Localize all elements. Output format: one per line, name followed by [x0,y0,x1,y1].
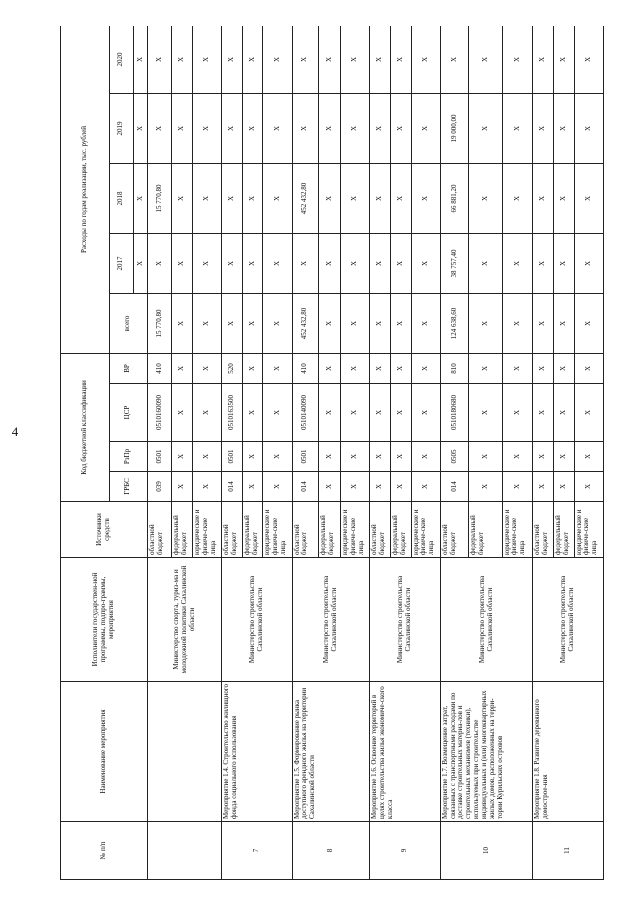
row-number: 7 [222,822,292,880]
table-row: юридические и физиче-ские лица Х Х Х Х Х Х Х Х Х [193,26,222,880]
header-total: всего [109,293,148,353]
table-wrapper [60,26,604,880]
table-row: юридические и физиче-ские лица Х Х Х Х Х Х Х Х Х [574,26,603,880]
page-number: 4 [11,424,19,439]
exec-cell: Министерство строительства Сахалинской области [222,558,292,682]
event-name: Мероприятие 1.4. Строительство жилищного фонда социального использования [222,682,292,822]
table-row: юридические и физиче-ские лица Х Х Х Х Х Х Х Х Х [411,26,440,880]
exec-cell: Министерство спорта, туриз-ма и молодежной политики Сахалинской области [148,558,222,682]
table-row: 9 Мероприятие 1.6. Освоение территорий в целях строительства жилья экономиче-ского класса Министерство строительства Сахалинской области областной бюджет Х Х Х Х Х Х Х Х Х [370,26,391,880]
event-name: Мероприятие 1.8. Развитие деревянного домострое-ния [533,682,604,822]
header-vr: ВР [109,353,148,383]
exec-cell: Министерство строительства Сахалинской области [292,558,370,682]
table-row: федеральный бюджет Х Х Х Х Х Х Х Х Х [390,26,411,880]
exec-cell: Министерство строительства Сахалинской области [533,558,604,682]
row-number: 8 [292,822,370,880]
header-source: Источники средств [61,502,148,558]
table-row: федеральный бюджет Х Х Х Х Х Х Х Х Х [242,26,263,880]
budget-table [60,26,604,880]
row-number: 11 [533,822,604,880]
event-name: Мероприятие 1.6. Освоение территорий в целях строительства жилья экономиче-ского класса [370,682,440,822]
header-grbs: ГРБС [109,472,148,502]
table-row: 10 Мероприятие 1.7. Возмещение затрат, связанных с транспортными расходами по доставке строительных материа-лов и строительных механизмов (техники), используемых при строительстве индивидуальных и (или) многоквартирных жилых домов, расположенных на терри-тории Курильских островов Министерство строительства Сахалинской области областной бюджет 014 0505 0510180680 810 124 638,60 38 757,40 66 881,20 19 000,00 Х [440,26,469,880]
header-2018: 2018 [109,163,133,233]
row-number: 9 [370,822,440,880]
rotated-page [60,26,604,880]
header-2020: 2020 [109,26,133,93]
header-row-3: Х Х Х Х [133,26,147,880]
table-row: федеральный бюджет Х Х Х Х Х Х Х Х Х [553,26,574,880]
header-csr: ЦСР [109,384,148,442]
table-row: юридические и физиче-ские лица Х Х Х Х Х Х Х Х Х [502,26,533,880]
table-row: 11 Мероприятие 1.8. Развитие деревянного домострое-ния Министерство строительства Сахалинской области областной бюджет Х Х Х Х Х Х Х Х Х [533,26,554,880]
header-code-group: Код бюджетной классификации [61,353,110,501]
table-row: юридические и физиче-ские лица Х Х Х Х Х Х Х Х Х [263,26,292,880]
header-rzpr: РзПр [109,442,148,472]
exec-cell: Министерство строительства Сахалинской области [370,558,440,682]
event-name: Мероприятие 1.7. Возмещение затрат, связанных с транспортными расходами по доставке строительных материа-лов и строительных механизмов (техники), используемых при строительстве индивидуальных и (или) многоквартирных жилых домов, расположенных на терри-тории Курильских островов [440,682,533,822]
table-row: федеральный бюджет Х Х Х Х Х Х Х Х Х [319,26,341,880]
header-row-1 [61,26,110,880]
row-number: 10 [440,822,533,880]
table-row: федеральный бюджет Х Х Х Х Х Х Х Х Х [172,26,193,880]
table-row: Министерство спорта, туриз-ма и молодежной политики Сахалинской области областной бюджет 039 0501 0510160090 410 15 770,80 Х 15 770,80 Х Х [148,26,172,880]
table-row: федеральный бюджет Х Х Х Х Х Х Х Х Х [469,26,502,880]
header-name: Наименование мероприятия [61,682,148,822]
header-exec: Исполнители государствен-ной программы, подпро-граммы, мероприятия [61,558,148,682]
exec-cell: Министерство строительства Сахалинской области [440,558,533,682]
header-2019: 2019 [109,93,133,163]
table-row: 7 Мероприятие 1.4. Строительство жилищного фонда социального использования Министерство строительства Сахалинской области областной бюджет 014 0501 0510163500 520 Х Х Х Х Х [222,26,243,880]
event-name: Мероприятие 1.5. Формирование рынка доступного арендного жилья на территории Сахалинской области [292,682,370,822]
table-row: 8 Мероприятие 1.5. Формирование рынка доступного арендного жилья на территории Сахалинской области Министерство строительства Сахалинской области областной бюджет 014 0501 0510140090 410 452 432,80 Х 452 432,80 Х Х [292,26,318,880]
header-exp-group: Расходы по годам реализации, тыс. рублей [61,26,110,353]
header-num: № п/п [61,822,148,880]
table-row: юридические и физиче-ские лица Х Х Х Х Х Х Х Х Х [341,26,370,880]
header-2017: 2017 [109,233,133,293]
